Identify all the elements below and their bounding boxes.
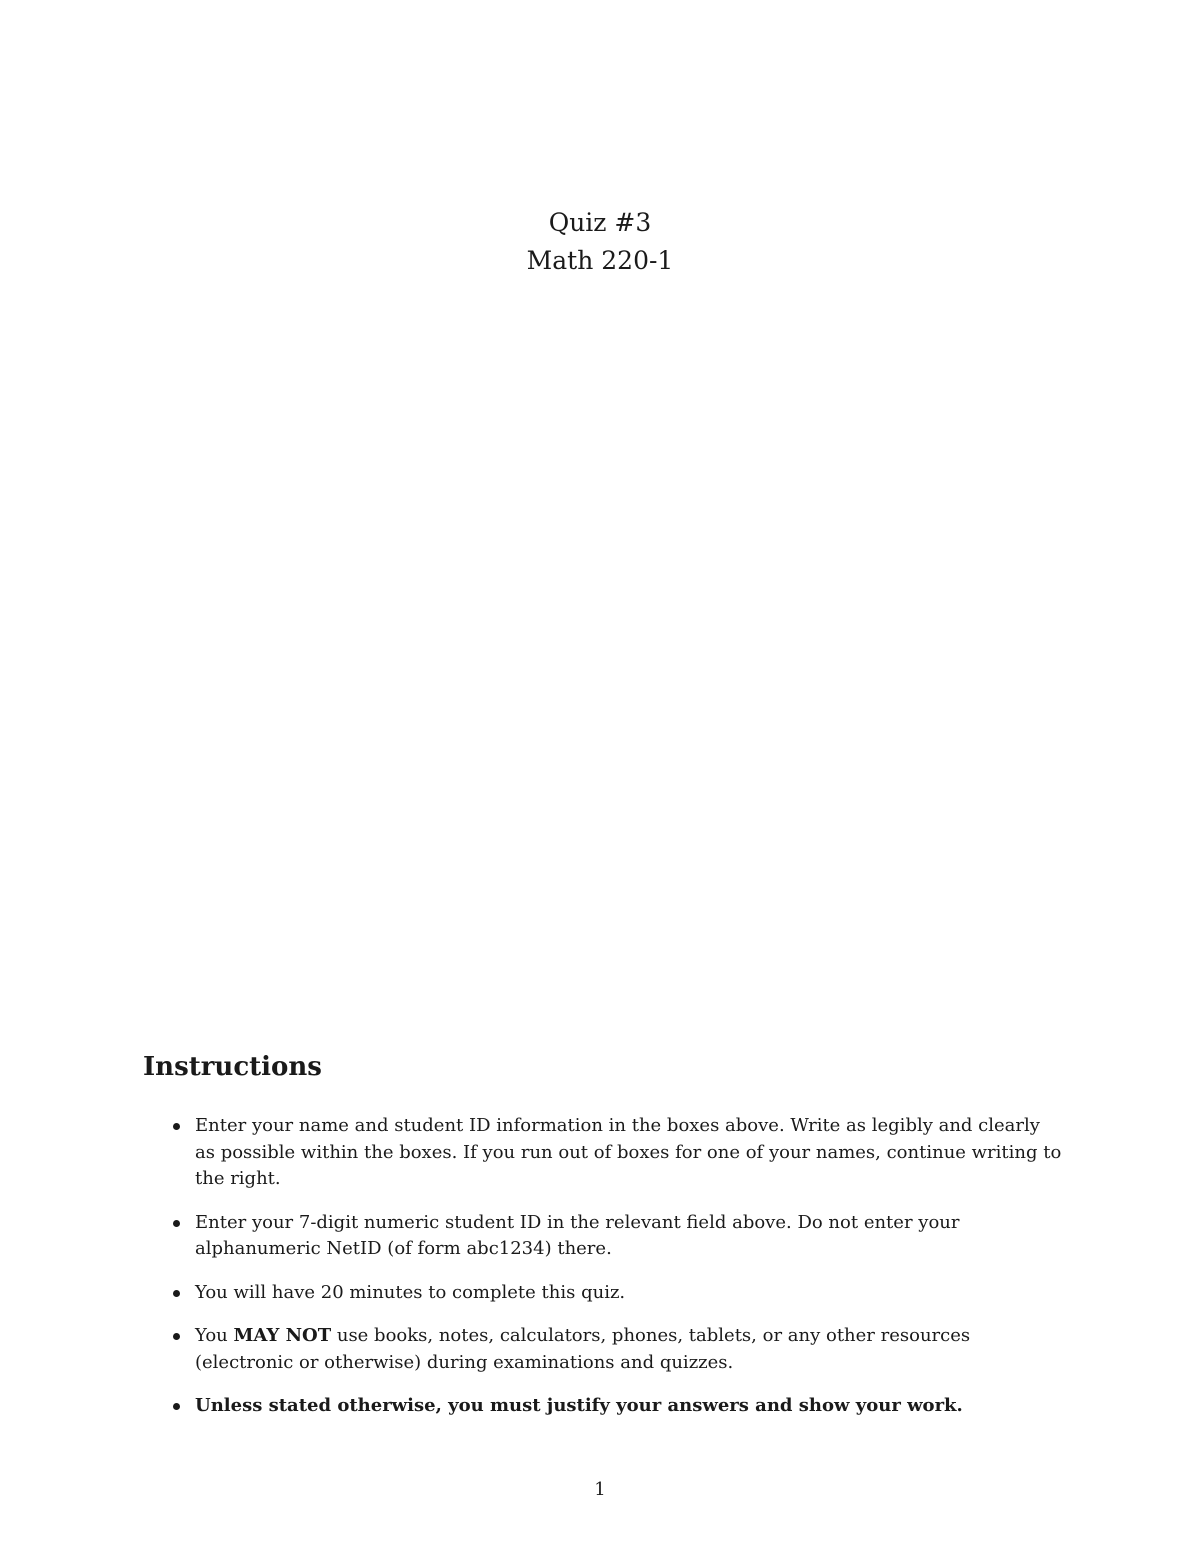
instruction-text-before: You: [195, 1325, 234, 1346]
instruction-text: Enter your name and student ID information in the boxes above. Write as legibly and clearly as possible within the boxes. If you run out of boxes for one of your names, continue writing to the right.: [195, 1115, 1062, 1189]
instruction-item: [143, 1210, 1063, 1263]
bullet-icon: [173, 1333, 180, 1340]
instruction-text-after: use books, notes, calculators, phones, tablets, or any other resources (electronic or otherwise) during examinations and quizzes.: [195, 1325, 971, 1373]
bullet-icon: [173, 1220, 180, 1227]
instructions-list: [143, 1113, 1063, 1420]
course-name: Math 220-1: [526, 246, 674, 275]
page-number: 1: [594, 1479, 606, 1500]
bullet-icon: [173, 1290, 180, 1297]
bullet-icon: [173, 1403, 180, 1410]
instructions-section: [143, 1047, 1063, 1437]
quiz-title: Quiz #3: [548, 208, 652, 237]
bullet-icon: [173, 1123, 180, 1130]
instruction-item: [143, 1323, 1063, 1376]
instruction-text: You will have 20 minutes to complete this quiz.: [195, 1281, 626, 1303]
instruction-text: Unless stated otherwise, you must justify your answers and show your work.: [195, 1395, 963, 1416]
instruction-item: [143, 1113, 1063, 1193]
title-block: [0, 204, 1200, 280]
instruction-item: [143, 1393, 1063, 1420]
instruction-item: [143, 1280, 1063, 1307]
instruction-text: Enter your 7-digit numeric student ID in the relevant field above. Do not enter your alphanumeric NetID (of form abc1234) there.: [195, 1211, 960, 1259]
instruction-emphasis: MAY NOT: [233, 1325, 332, 1346]
instructions-heading: Instructions: [143, 1052, 322, 1082]
